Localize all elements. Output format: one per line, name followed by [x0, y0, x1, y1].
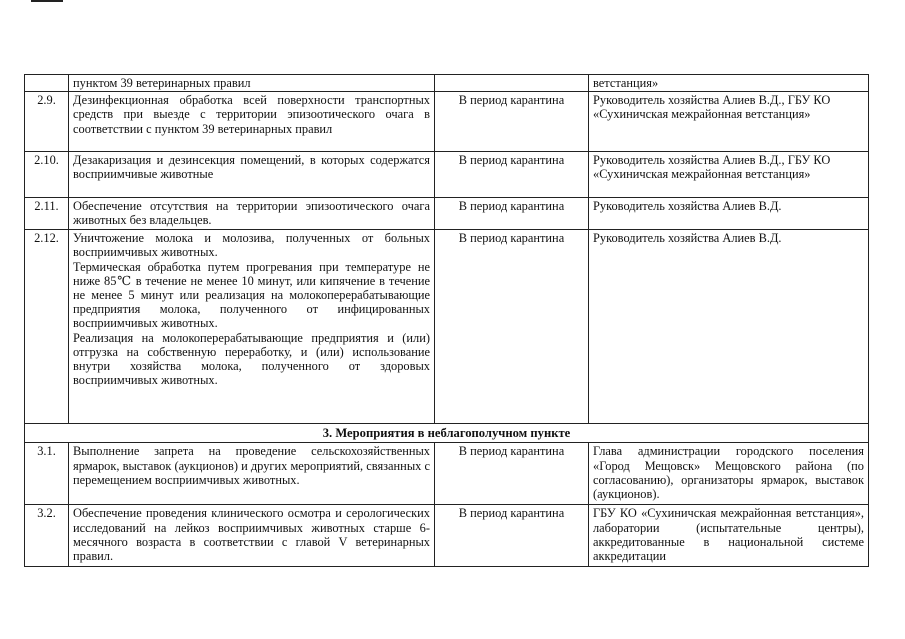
table-row: [25, 152, 869, 198]
measure-description: Уничтожение молока и молозива, полученных от больных восприимчивых животных. Термическая обработка путем прогревания при температуре не ниже 85℃ в течение не менее 10 минут, или кипячение в течение не менее 5 минут или реализация на молокоперерабатывающие предприятия молока, полученного от инфицированных восприимчивых животных. Реализация на молокоперерабатывающие предприятия и (или) отгрузка на собственную переработку, и (или) использование внутри хозяйства молока, полученного от здоровых восприимчивых животных.: [69, 230, 435, 424]
responsible-cell: Руководитель хозяйства Алиев В.Д.: [589, 230, 869, 424]
period-cell: В период карантина: [435, 198, 589, 230]
table-row: [25, 92, 869, 152]
responsible-cell: Руководитель хозяйства Алиев В.Д., ГБУ КО «Сухиничская межрайонная ветстанция»: [589, 92, 869, 152]
table-row: [25, 75, 869, 92]
row-number: [25, 75, 69, 92]
measure-description: пунктом 39 ветеринарных правил: [69, 75, 435, 92]
row-number: 2.11.: [25, 198, 69, 230]
period-cell: В период карантина: [435, 505, 589, 567]
measure-description: Дезинфекционная обработка всей поверхности транспортных средств при выезде с территории эпизоотического очага в соответствии с пунктом 39 ветеринарных правил: [69, 92, 435, 152]
period-cell: В период карантина: [435, 230, 589, 424]
section-header-row: [25, 424, 869, 443]
responsible-cell: ГБУ КО «Сухиничская межрайонная ветстанция», лаборатории (испытательные центры), аккредитованные в национальной системе аккредитации: [589, 505, 869, 567]
section-title: 3. Мероприятия в неблагополучном пункте: [25, 424, 869, 443]
table-row: [25, 198, 869, 230]
row-number: 2.9.: [25, 92, 69, 152]
measure-description: Обеспечение проведения клинического осмотра и серологических исследований на лейкоз восприимчивых животных старше 6-месячного возраста в соответствии с главой V ветеринарных правил.: [69, 505, 435, 567]
responsible-cell: Глава администрации городского поселения «Город Мещовск» Мещовского района (по согласованию), организаторы ярмарок, выставок (аукционов).: [589, 443, 869, 505]
period-cell: В период карантина: [435, 92, 589, 152]
row-number: 2.12.: [25, 230, 69, 424]
measure-description: Дезакаризация и дезинсекция помещений, в которых содержатся восприимчивые животные: [69, 152, 435, 198]
scan-mark: [31, 0, 63, 2]
measure-description: Выполнение запрета на проведение сельскохозяйственных ярмарок, выставок (аукционов) и других мероприятий, связанных с перемещением восприимчивых животных.: [69, 443, 435, 505]
table-row: [25, 505, 869, 567]
table-row: [25, 230, 869, 424]
row-number: 2.10.: [25, 152, 69, 198]
period-cell: [435, 75, 589, 92]
table-row: [25, 443, 869, 505]
measure-description: Обеспечение отсутствия на территории эпизоотического очага животных без владельцев.: [69, 198, 435, 230]
row-number: 3.2.: [25, 505, 69, 567]
responsible-cell: Руководитель хозяйства Алиев В.Д.: [589, 198, 869, 230]
period-cell: В период карантина: [435, 152, 589, 198]
responsible-cell: Руководитель хозяйства Алиев В.Д., ГБУ КО «Сухиничская межрайонная ветстанция»: [589, 152, 869, 198]
period-cell: В период карантина: [435, 443, 589, 505]
measures-table: [24, 74, 869, 567]
row-number: 3.1.: [25, 443, 69, 505]
responsible-cell: ветстанция»: [589, 75, 869, 92]
